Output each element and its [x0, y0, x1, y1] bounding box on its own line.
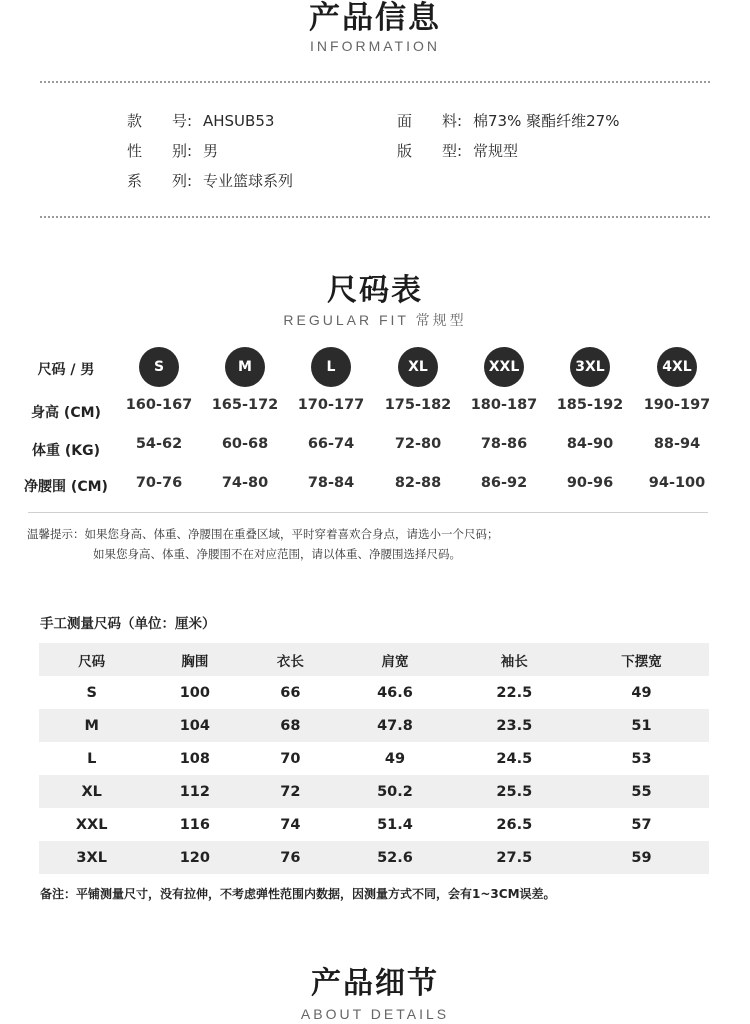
height-cell: 180-187 — [470, 397, 538, 413]
size-badge-m: M — [225, 347, 265, 387]
weight-cell: 66-74 — [307, 436, 355, 452]
info-label: 版 型: — [397, 142, 463, 160]
table-cell: 120 — [144, 841, 245, 874]
table-cell: 24.5 — [496, 750, 533, 767]
table-cell: 52.6 — [335, 841, 454, 874]
table-row — [39, 775, 709, 808]
info-value: 常规型 — [473, 142, 519, 160]
table-row — [39, 841, 709, 874]
measurement-table — [39, 643, 709, 874]
height-cell: 190-197 — [643, 397, 711, 413]
table-cell: 23.5 — [455, 709, 574, 742]
table-cell: 22.5 — [496, 684, 533, 701]
table-cell: 76 — [245, 841, 335, 874]
table-cell: 59 — [574, 841, 709, 874]
height-cell: 185-192 — [556, 397, 624, 413]
height-cell: 175-182 — [384, 397, 452, 413]
table-cell: L — [87, 750, 97, 767]
table-cell: 116 — [179, 816, 210, 833]
waist-cell: 82-88 — [394, 475, 442, 491]
table-cell: 108 — [179, 750, 210, 767]
measurement-title: 手工测量尺码（单位：厘米） — [40, 616, 216, 632]
product-info-title: 产品信息 — [309, 0, 441, 36]
size-badge-xl: XL — [398, 347, 438, 387]
table-cell: 53 — [631, 750, 652, 767]
info-value: 男 — [203, 142, 219, 160]
table-row — [39, 709, 709, 742]
table-cell: 55 — [574, 775, 709, 808]
weight-cell: 54-62 — [135, 436, 183, 452]
table-row — [39, 742, 709, 775]
size-chart-subtitle: REGULAR FIT 常规型 — [283, 312, 467, 328]
table-cell: 72 — [245, 775, 335, 808]
height-cell: 160-167 — [125, 397, 193, 413]
weight-cell: 78-86 — [480, 436, 528, 452]
table-cell: 49 — [631, 684, 652, 701]
height-cell: 170-177 — [297, 397, 365, 413]
info-label: 系 列: — [127, 172, 193, 190]
table-cell: 66 — [280, 684, 301, 701]
waist-cell: 90-96 — [566, 475, 614, 491]
header-cell: 袖长 — [455, 643, 574, 676]
tip-line-1: 温馨提示：如果您身高、体重、净腰围在重叠区域，平时穿着喜欢合身点，请选小一个尺码； — [27, 527, 499, 541]
table-cell: 26.5 — [496, 816, 533, 833]
info-label: 款 号: — [127, 112, 193, 130]
info-label: 面 料: — [397, 112, 463, 130]
info-value: 棉73% 聚酯纤维27% — [473, 112, 620, 130]
divider-top — [40, 81, 710, 83]
size-chart-title: 尺码表 — [327, 273, 423, 308]
weight-cell: 72-80 — [394, 436, 442, 452]
table-cell: 49 — [384, 750, 406, 767]
info-fabric — [397, 110, 619, 131]
table-cell: 74 — [280, 816, 301, 833]
table-cell: 50.2 — [335, 775, 454, 808]
table-cell: 25.5 — [455, 775, 574, 808]
info-value: AHSUB53 — [203, 112, 275, 130]
table-header-row — [39, 643, 709, 676]
weight-cell: 88-94 — [653, 436, 701, 452]
table-cell: XXL — [75, 816, 108, 833]
size-label: 尺码 / 男 — [37, 362, 95, 378]
table-cell: M — [39, 709, 144, 742]
tip-line-2: 如果您身高、体重、净腰围不在对应范围，请以体重、净腰围选择尺码。 — [93, 547, 461, 561]
table-cell: 112 — [144, 775, 245, 808]
size-badge-3xl: 3XL — [570, 347, 610, 387]
size-badge-xxl: XXL — [484, 347, 524, 387]
height-cell: 165-172 — [211, 397, 279, 413]
details-subtitle: ABOUT DETAILS — [300, 1006, 450, 1022]
table-cell: 51.4 — [377, 816, 413, 833]
table-row — [39, 676, 709, 709]
table-cell: 27.5 — [455, 841, 574, 874]
header-cell: 尺码 — [39, 643, 144, 676]
product-info-subtitle: INFORMATION — [310, 38, 440, 54]
table-cell: 3XL — [39, 841, 144, 874]
waist-cell: 70-76 — [135, 475, 183, 491]
header-cell: 下摆宽 — [574, 643, 709, 676]
table-cell: 51 — [574, 709, 709, 742]
size-chart-divider — [28, 512, 708, 513]
table-cell: 47.8 — [335, 709, 454, 742]
info-style-no — [127, 110, 274, 131]
header-cell: 胸围 — [144, 643, 245, 676]
waist-cell: 78-84 — [307, 475, 355, 491]
table-cell: 104 — [144, 709, 245, 742]
info-label: 性 别: — [127, 142, 193, 160]
header-cell: 衣长 — [245, 643, 335, 676]
table-cell: 46.6 — [377, 684, 413, 701]
info-value: 专业篮球系列 — [203, 172, 294, 190]
info-gender — [127, 140, 218, 161]
measurement-note: 备注：平铺测量尺寸，没有拉伸，不考虑弹性范围内数据，因测量方式不同，会有1~3CM误差。 — [40, 887, 556, 901]
height-label: 身高 (CM) — [31, 405, 101, 421]
table-row — [39, 808, 709, 841]
weight-cell: 60-68 — [221, 436, 269, 452]
size-badge-4xl: 4XL — [657, 347, 697, 387]
details-title: 产品细节 — [311, 966, 439, 1001]
header-cell: 肩宽 — [335, 643, 454, 676]
divider-bottom — [40, 216, 710, 218]
size-badge-l: L — [311, 347, 351, 387]
table-cell: 68 — [245, 709, 335, 742]
waist-label: 净腰围 (CM) — [24, 479, 108, 495]
size-badge-s: S — [139, 347, 179, 387]
info-fit — [397, 140, 518, 161]
table-cell: XL — [39, 775, 144, 808]
waist-cell: 74-80 — [221, 475, 269, 491]
weight-cell: 84-90 — [566, 436, 614, 452]
waist-cell: 86-92 — [480, 475, 528, 491]
table-cell: S — [86, 684, 97, 701]
info-series — [127, 170, 293, 191]
table-cell: 70 — [280, 750, 301, 767]
waist-cell: 94-100 — [648, 475, 706, 491]
table-cell: 57 — [631, 816, 652, 833]
table-cell: 100 — [179, 684, 210, 701]
weight-label: 体重 (KG) — [31, 443, 100, 459]
